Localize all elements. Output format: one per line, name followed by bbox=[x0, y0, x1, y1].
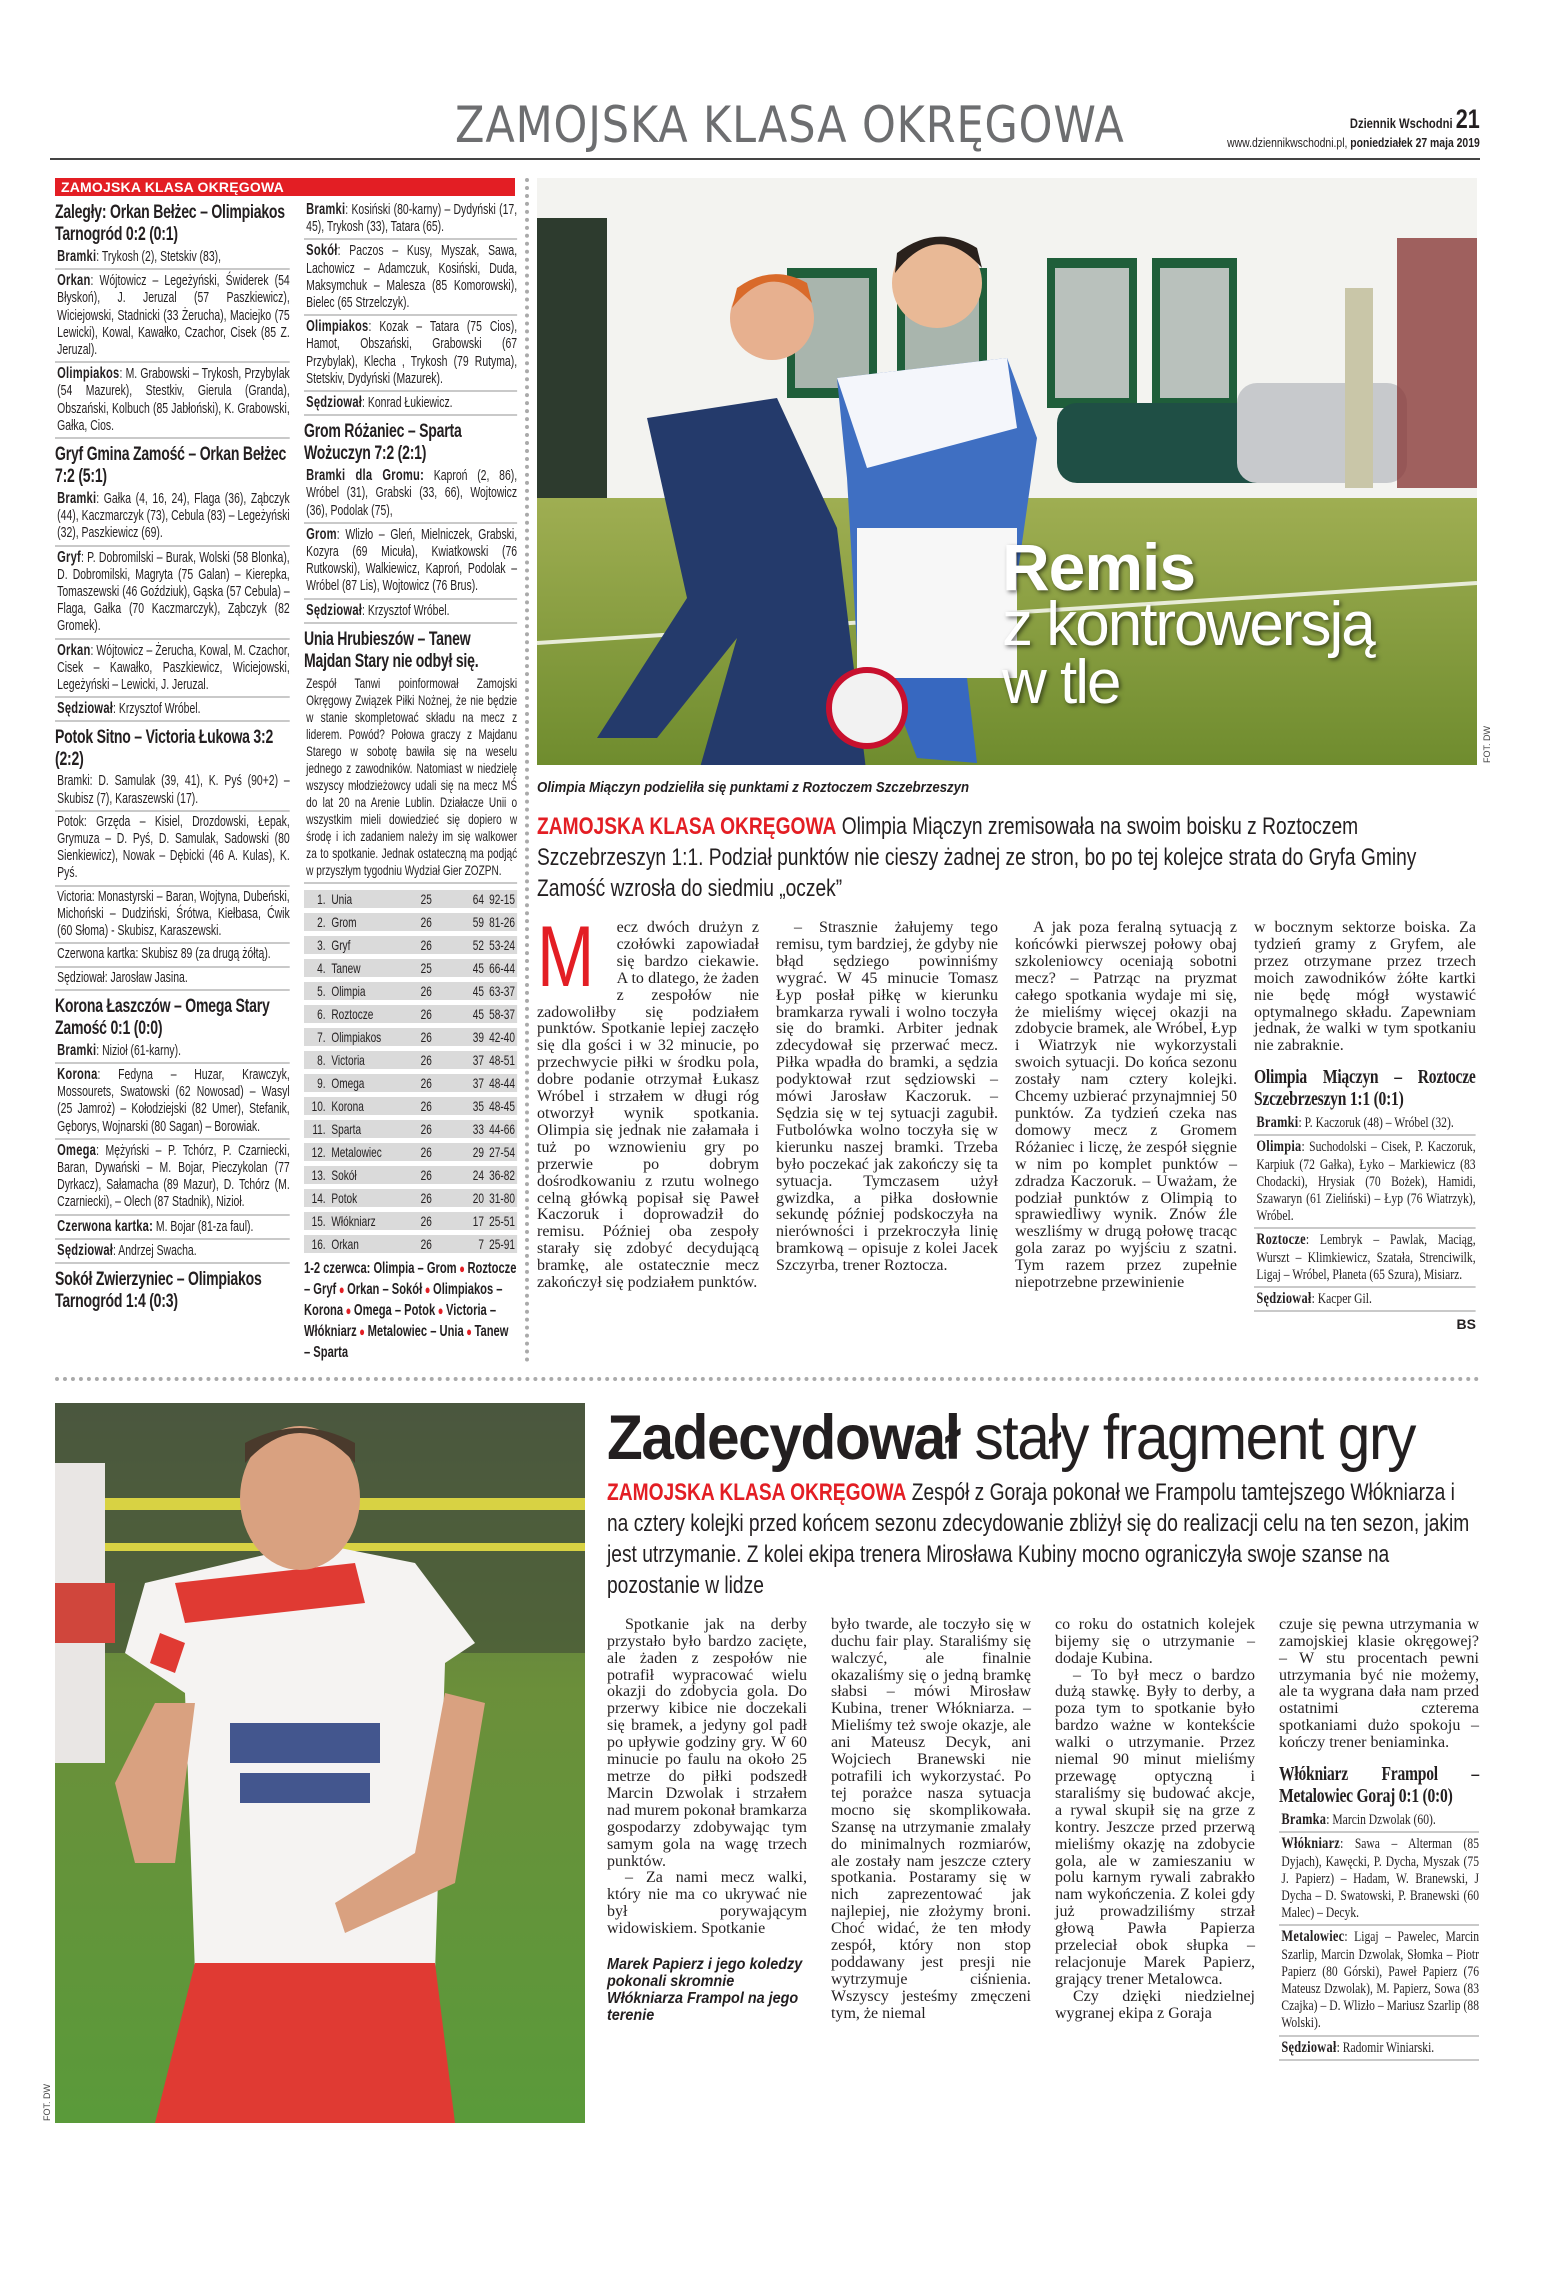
article-column-2 bbox=[831, 1617, 1031, 2065]
football-player-photo bbox=[55, 1403, 585, 2123]
entry-text: : Marcin Dzwolak (60). bbox=[1326, 1812, 1436, 1829]
table-games: 26 bbox=[420, 1051, 432, 1068]
paragraph: – Strasznie żałujemy tego remisu, tym bardziej, że gdyby nie błąd sędziego powinniśmy wygrać. W 45 minucie Tomasz Łyp posłał piłkę w kierunku bramkarza rywali i wolno toczyła się do bramki. Arbiter jednak zdecydował się przerwać mecz. Piłka wpadła do bramki, a sędzia podyktował rzut sędziowski – mówi Jarosław Kaczoruk. – Sędzia się w tej sytuacji zagubił. Futbolówka wolno toczyła się w kierunku naszej bramki. Trzeba było poczekać jak zakończy się ta sytuacja. Tymczasem użył gwizdka, a piłka dosłownie sekundę później podskoczyła na nierówności i przekroczyła linię bramkową – opisuje z kolei Jacek Szczyrba, trener Roztocza. bbox=[776, 919, 998, 1275]
table-row bbox=[304, 1005, 517, 1023]
page-number: 21 bbox=[1455, 104, 1480, 134]
table-row bbox=[304, 1028, 517, 1046]
table-goals: 25-51 bbox=[489, 1212, 515, 1229]
table-games: 26 bbox=[420, 1143, 432, 1160]
masthead: Dziennik Wschodni 21 www.dziennikwschodni.pl, poniedziałek 27 maja 2019 bbox=[1227, 104, 1480, 150]
entry-label: Sokół bbox=[306, 242, 338, 260]
table-goals: 53-24 bbox=[489, 936, 515, 953]
article-divider bbox=[55, 1377, 1480, 1381]
entry-label: Metalowiec bbox=[1281, 1928, 1345, 1946]
table-goals: 63-37 bbox=[489, 982, 515, 999]
table-games: 26 bbox=[420, 1028, 432, 1045]
player-photo-metalowiec bbox=[55, 1403, 585, 2123]
entry-label: Czerwona kartka: bbox=[57, 1217, 154, 1235]
table-position: 13. bbox=[311, 1166, 326, 1183]
paragraph: w bocznym sektorze boiska. Za tydzień gramy z Gryfem, ale przez otrzymane przez trzech moich zawodników żółte kartki nie będę mógł wystawić optymalnego składu. Zapewniam jednak, że walki w tym spotkaniu nie zabraknie. bbox=[1254, 919, 1476, 1055]
table-goals: 66-44 bbox=[489, 959, 515, 976]
lineup-entry bbox=[304, 526, 517, 600]
entry-label: Bramka bbox=[1281, 1811, 1327, 1829]
lineup-entry bbox=[55, 889, 290, 945]
entry-text: : P. Dobromilski – Burak, Wolski (58 Blonka), D. Dobromilski, Magryta (75 Galan) – Kierepka, Tomaszewski (46 Goździuk), Gąska (57 Cebula) – Flaga, Gałka (70 Kaczmarczyk), Ząbczyk (82 Gromek). bbox=[57, 549, 290, 635]
entry-text: : Krzysztof Wróbel. bbox=[113, 701, 201, 718]
lineup-entry bbox=[304, 318, 517, 392]
lineup-entry bbox=[55, 642, 290, 699]
entry-text: Bramki: D. Samulak (39, 41), K. Pyś (90+2) – Skubisz (7), Karaszewski (17). bbox=[57, 773, 290, 807]
paragraph: – Za nami mecz walki, który nie ma co ukrywać nie był porywającym widowiskiem. Spotkanie bbox=[607, 1869, 807, 1938]
entry-text: : Krzysztof Wróbel. bbox=[362, 602, 450, 619]
entry-text: : Konrad Łukiewicz. bbox=[362, 395, 453, 412]
lead-text: Zespół z Goraja pokonał we Frampolu tamtejszego Włókniarza i na cztery kolejki przed końcem sezonu zdecydowanie zbliżył się do realizacji celu na ten sezon, jakim jest utrzymanie. Z kolei ekipa trenera Mirosława Kubiny mocno ograniczyła swoje szanse na pozostanie w lidze bbox=[607, 1478, 1470, 1599]
table-position: 8. bbox=[317, 1051, 326, 1068]
table-team: Sokół bbox=[331, 1166, 357, 1183]
entry-text: Victoria: Monastyrski – Baran, Wojtyna, Dubeński, Michoński – Dudziński, Śrótwa, Kiełbasa, Ćwik (60 Słoma) - Skubisz, Karaszewski. bbox=[57, 888, 290, 940]
entry-text: : Kacper Gil. bbox=[1311, 1291, 1372, 1308]
table-points: 37 bbox=[472, 1074, 484, 1091]
entry-text: : Wlizło – Gleń, Mielniczek, Grabski, Kozyra (69 Micuła), Kwiatkowski (76 Rutkowski), Walkiewicz, Kaproń, Podolak – Wróbel (87 Lis), Wojtowicz (76 Brus). bbox=[306, 526, 518, 595]
match-report bbox=[55, 201, 290, 439]
table-games: 26 bbox=[420, 1189, 432, 1206]
entry-label: Olimpiakos bbox=[306, 318, 369, 336]
bullet-icon: ● bbox=[356, 1323, 368, 1339]
table-team: Gryf bbox=[331, 936, 351, 953]
results-column-2-content bbox=[304, 201, 517, 1363]
lineup-entry bbox=[304, 394, 517, 416]
table-row bbox=[304, 1097, 517, 1115]
entry-label: Sędziował bbox=[1281, 2038, 1337, 2056]
table-position: 7. bbox=[317, 1028, 326, 1045]
match-title: Korona Łaszczów – Omega Stary Zamość 0:1 (0:0) bbox=[55, 994, 270, 1039]
lineup-entry bbox=[55, 272, 290, 363]
table-position: 10. bbox=[311, 1097, 326, 1114]
website-link[interactable]: www.dziennikwschodni.pl bbox=[1227, 135, 1345, 150]
lineup-entry bbox=[1279, 1928, 1479, 2036]
section-kicker: ZAMOJSKA KLASA OKRĘGOWA bbox=[607, 1478, 907, 1506]
fixture: Olimpia – Grom bbox=[373, 1259, 457, 1277]
entry-text: : Kosiński (80-karny) – Dydyński (17, 45), Trykosh (33), Tatara (65). bbox=[306, 202, 518, 236]
article-body bbox=[537, 909, 1480, 1333]
table-position: 12. bbox=[311, 1143, 326, 1160]
bullet-icon: ● bbox=[336, 1281, 348, 1297]
article-olimpia-roztocze bbox=[525, 178, 1492, 1363]
article-headline bbox=[607, 1403, 1419, 1473]
table-goals: 25-91 bbox=[489, 1235, 515, 1252]
table-team: Grom bbox=[331, 913, 357, 930]
table-goals: 48-51 bbox=[489, 1051, 515, 1068]
entry-text: : Mężyński – P. Tchórz, P. Czarniecki, Baran, Dywański – M. Bojar, Pieczykolan (77 Dyrkacz), Sałamacha (89 Mazur), D. Tchórz (M. Czarniecki), – Olech (87 Stadnik), Nizioł. bbox=[57, 1142, 290, 1211]
entry-label: Bramki bbox=[306, 201, 346, 218]
entry-label: Sędziował bbox=[57, 1241, 114, 1259]
table-games: 26 bbox=[420, 1166, 432, 1183]
table-games: 25 bbox=[420, 890, 432, 907]
lineup-entry bbox=[304, 467, 517, 524]
table-games: 26 bbox=[420, 1212, 432, 1229]
lineup-entry bbox=[55, 248, 290, 270]
table-row bbox=[304, 1120, 517, 1138]
entry-label: Sędziował bbox=[306, 601, 363, 619]
lead-text: Olimpia Miączyn zremisowała na swoim boisku z Roztoczem Szczebrzeszyn 1:1. Podział punktów nie cieszy żadnej ze stron, bo po tej kolejce strata do Gryfa Gminy Zamość wzrosła do siedmiu „oczek” bbox=[537, 813, 1417, 902]
table-games: 26 bbox=[420, 1235, 432, 1252]
photo-caption: Marek Papierz i jego koledzy pokonali skromnie Włókniarza Frampol na jego terenie bbox=[607, 1956, 803, 2025]
fixtures-label: 1-2 czerwca: bbox=[304, 1259, 371, 1277]
table-points: 59 bbox=[472, 913, 484, 930]
lineup-entry bbox=[55, 700, 290, 722]
league-table bbox=[304, 890, 517, 1253]
lineup-entry bbox=[55, 365, 290, 439]
table-goals: 42-40 bbox=[489, 1028, 515, 1045]
table-points: 45 bbox=[472, 959, 484, 976]
table-team: Olimpia bbox=[331, 982, 366, 999]
match-title: Olimpia Miączyn – Roztocze Szczebrzeszyn 1:1 (0:1) bbox=[1254, 1067, 1476, 1111]
table-row bbox=[304, 982, 517, 1000]
fixture: Tanew – Sparta bbox=[304, 1322, 509, 1361]
paper-name: Dziennik Wschodni bbox=[1350, 115, 1453, 131]
table-row bbox=[304, 890, 517, 908]
table-points: 7 bbox=[478, 1235, 484, 1252]
table-points: 20 bbox=[472, 1189, 484, 1206]
match-report bbox=[55, 1268, 290, 1312]
headline-line-1: Remis bbox=[1002, 530, 1196, 604]
table-points: 45 bbox=[472, 1005, 484, 1022]
lineup-entry bbox=[55, 773, 290, 811]
table-position: 9. bbox=[317, 1074, 326, 1091]
match-report bbox=[1279, 1764, 1479, 2061]
paragraph: Czy dzięki niedzielnej wygranej ekipa z Goraja bbox=[1055, 1987, 1255, 2022]
lineup-entry bbox=[1279, 2039, 1479, 2061]
table-games: 26 bbox=[420, 936, 432, 953]
table-position: 1. bbox=[317, 890, 326, 907]
table-points: 33 bbox=[472, 1120, 484, 1137]
entry-label: Orkan bbox=[57, 272, 91, 290]
table-points: 35 bbox=[472, 1097, 484, 1114]
table-goals: 31-80 bbox=[489, 1189, 515, 1206]
fixture: Metalowiec – Unia bbox=[367, 1322, 464, 1340]
lineup-entry bbox=[1254, 1114, 1476, 1136]
table-team: Sparta bbox=[331, 1120, 362, 1137]
paragraph: czuje się pewna utrzymania w zamojskiej klasie okręgowej? – W stu procentach pewni utrzymania być nie możemy, ale ta wygrana dała nam przed ostatnimi czterema spotkaniami dużo spokoju – kończy trener beniaminka. bbox=[1279, 1615, 1479, 1752]
headline-bold: Zadecydował bbox=[607, 1402, 960, 1473]
entry-text: : Fedyna – Huzar, Krawczyk, Mossourets, Swatowski (62 Nowosad) – Wasyl (25 Jamroż) – Kołodziejski (82 Umer), Stefanik, Gęborys, Wojnarski (80 Sagan) – Borowiak. bbox=[57, 1066, 290, 1135]
table-position: 6. bbox=[317, 1005, 326, 1022]
paragraph: Spotkanie jak na derby przystało było bardzo zacięte, ale żaden z zespołów nie potrafił wypracować wielu okazji do zdobycia gola. Do przerwy kibice nie doczekali się bramek, a jedyny gol padł po upływie godziny gry. W 60 minucie po faulu na około 25 metrze do piłki podszedł Marcin Dzwolak i strzałem nad murem pokonał bramkarza gospodarzy zdobywając tym samym gola na wagę trzech punktów. bbox=[607, 1615, 807, 1870]
paragraph: A jak poza feralną sytuacją z końcówki pierwszej połowy obaj szkoleniowcy oceniają sobotni mecz? – Patrząc na pryzmat całego spotkania wydaje mi się, że mieliśmy więcej okazji na zdobycie bramek, ale Wróbel, Łyp i Wiatrzyk nie wykorzystali swoich sytuacji. Do końca sezonu zostały nam cztery kolejki. Chcemy uzbierać przynajmniej 50 punktów. Za tydzień czeka nas domowy mecz z Gromem Różaniec i liczę, że zespół sięgnie w nim po komplet punktów – zdradza Kaczoruk. – Uważam, że podział punktów z Olimpią to sprawiedliwy wynik. Znów źle weszliśmy w drugą połowę tracąc gola zaraz po wyjściu z szatni. Tym razem przez zupełnie niepotrzebne przewinienie bbox=[1015, 919, 1237, 1292]
match-report bbox=[55, 726, 290, 990]
table-goals: 92-15 bbox=[489, 890, 515, 907]
match-report bbox=[55, 995, 290, 1264]
table-row bbox=[304, 1051, 517, 1069]
table-team: Potok bbox=[331, 1189, 358, 1206]
table-position: 4. bbox=[317, 959, 326, 976]
entry-label: Omega bbox=[57, 1141, 97, 1159]
table-team: Włókniarz bbox=[331, 1212, 376, 1229]
table-points: 29 bbox=[472, 1143, 484, 1160]
table-team: Tanew bbox=[331, 959, 361, 976]
match-title: Unia Hrubieszów – Tanew Majdan Stary nie odbył się. bbox=[304, 627, 479, 672]
table-games: 26 bbox=[420, 913, 432, 930]
entry-text: Sędziował: Jarosław Jasina. bbox=[57, 969, 188, 986]
paragraph: co roku do ostatnich kolejek bijemy się o utrzymanie – dodaje Kubina. bbox=[1055, 1615, 1255, 1667]
table-team: Unia bbox=[331, 890, 353, 907]
fixture: Omega – Potok bbox=[353, 1301, 436, 1319]
lineup-entry bbox=[1279, 1811, 1479, 1833]
match-title: Zaległy: Orkan Bełżec – Olimpiakos Tarnogród 0:2 (0:1) bbox=[55, 201, 285, 245]
table-goals: 81-26 bbox=[489, 913, 515, 930]
table-position: 3. bbox=[317, 936, 326, 953]
lineup-entry bbox=[1254, 1231, 1476, 1288]
photo-credit: FOT. DW bbox=[42, 2083, 52, 2121]
results-column-1-content bbox=[55, 201, 290, 1312]
table-points: 45 bbox=[472, 982, 484, 999]
entry-label: Olimpiakos bbox=[57, 365, 120, 383]
table-games: 26 bbox=[420, 1120, 432, 1137]
page-content bbox=[42, 178, 1492, 2123]
entry-label: Włókniarz bbox=[1281, 1835, 1341, 1853]
results-sidebar bbox=[55, 178, 517, 1363]
entry-label: Olimpia bbox=[1256, 1138, 1302, 1156]
match-report bbox=[304, 201, 517, 416]
next-fixtures bbox=[304, 1258, 517, 1363]
entry-label: Grom bbox=[306, 525, 337, 543]
results-column-1 bbox=[55, 201, 295, 1363]
table-games: 26 bbox=[420, 1097, 432, 1114]
table-position: 15. bbox=[311, 1212, 326, 1229]
lineup-entry bbox=[55, 1042, 290, 1064]
headline-line-2: z kontrowersją bbox=[1002, 590, 1374, 659]
table-games: 26 bbox=[420, 982, 432, 999]
table-team: Roztocze bbox=[331, 1005, 374, 1022]
issue-date: poniedziałek 27 maja 2019 bbox=[1350, 135, 1480, 150]
table-games: 26 bbox=[420, 1005, 432, 1022]
article-2-text bbox=[607, 1403, 1480, 2123]
photo-credit: FOT. DW bbox=[1482, 726, 1492, 763]
lineup-entry bbox=[55, 1242, 290, 1264]
header-rule bbox=[50, 158, 1480, 160]
table-row bbox=[304, 1166, 517, 1184]
match-photo-olimpia-roztocze bbox=[537, 178, 1477, 765]
table-position: 14. bbox=[311, 1189, 326, 1206]
article-body bbox=[607, 1617, 1480, 2065]
article-wlokniarz-metalowiec bbox=[42, 1402, 1480, 2123]
bullet-icon: ● bbox=[343, 1302, 354, 1318]
entry-text: : Sawa – Alterman (85 Dyjach), Kawęcki, P. Dycha, Myszak (75 J. Papierz) – Hadam, W. Branewski, J Dycha – D. Swatowski, P. Branewski (60 Malec) – Decyk. bbox=[1281, 1836, 1479, 1922]
entry-text: : Ligaj – Pawelec, Marcin Szarlip, Marcin Dzwolak, Słomka – Piotr Papierz (80 Górski), Paweł Papierz (76 Mateusz Dzwolak), M. Papierz, Sowa (83 Czajka) – D. Wlizło – Mariusz Szarlip (88 Wolski). bbox=[1281, 1929, 1479, 2032]
match-report bbox=[304, 420, 517, 624]
bullet-icon: ● bbox=[435, 1302, 447, 1318]
entry-text: Czerwona kartka: Skubisz 89 (za drugą żółtą). bbox=[57, 946, 271, 963]
results-columns bbox=[55, 201, 517, 1363]
table-row bbox=[304, 1143, 517, 1161]
entry-text: : Lembryk – Pawlak, Maciąg, Wurszt – Klimkiewicz, Szatała, Strenciwilk, Ligaj – Wróbel, Płaneta (65 Szura), Misiarz. bbox=[1256, 1232, 1476, 1283]
lineup-entry bbox=[304, 602, 517, 624]
entry-label: Roztocze bbox=[1256, 1231, 1306, 1249]
table-points: 39 bbox=[472, 1028, 484, 1045]
lineup-entry bbox=[55, 1142, 290, 1216]
entry-text: : Radomir Winiarski. bbox=[1336, 2039, 1435, 2056]
match-title: Grom Różaniec – Sparta Wożuczyn 7:2 (2:1) bbox=[304, 420, 462, 465]
table-row bbox=[304, 936, 517, 954]
lineup-entry bbox=[55, 970, 290, 991]
entry-text: : Trykosh (2), Stetskiv (83), bbox=[96, 249, 222, 265]
table-position: 16. bbox=[311, 1235, 326, 1252]
match-title: Sokół Zwierzyniec – Olimpiakos Tarnogród 1:4 (0:3) bbox=[55, 1267, 262, 1312]
match-title: Gryf Gmina Zamość – Orkan Bełżec 7:2 (5:1) bbox=[55, 443, 287, 488]
table-row bbox=[304, 1189, 517, 1207]
match-note: Zespół Tanwi poinformował Zamojski Okręgowy Związek Piłki Nożnej, że nie będzie w stanie skompletować składu na mecz z liderem. Powód? Połowa graczy z Majdanu Starego w sobotę bawiła się na weselu jednego z zawodników. Natomiast w niedzielę wszyscy młodzieżowcy udali się na mecz MŚ do lat 20 na Arenie Lublin. Działacze Unii o wszystkim mieli dowiedzieć się dopiero w środę i ich zadaniem należy im się walkower za to spotkanie. Jednak ostateczną ma podjąć w przyszłym tygodniu Wydział Gier ZOZPN. bbox=[304, 675, 517, 884]
lineup-entry bbox=[55, 1218, 290, 1240]
table-goals: 58-37 bbox=[489, 1005, 515, 1022]
bullet-icon: ● bbox=[422, 1281, 434, 1297]
entry-text: Potok: Grzęda – Kisiel, Drozdowski, Łepak, Grymuza – D. Pyś, D. Samulak, Sadowski (80 Sienkiewicz), Nowak – Dębicki (46 A. Kulas), K. Pyś. bbox=[57, 813, 290, 882]
table-points: 24 bbox=[472, 1166, 484, 1183]
article-column-1 bbox=[607, 1617, 807, 2065]
entry-text: : Wójtowicz – Żerucha, Kowal, M. Czachor, Cisek – Kawałko, Paszkiewicz, Wiciejowski, Legeżyński – Lewicki, J. Jeruzal. bbox=[57, 642, 290, 694]
fixture: Olimpiakos – Korona bbox=[304, 1280, 503, 1319]
table-team: Victoria bbox=[331, 1051, 365, 1068]
table-goals: 36-82 bbox=[489, 1166, 515, 1183]
lineup-entry bbox=[55, 549, 290, 640]
headline-rest: stały fragment gry bbox=[959, 1402, 1416, 1473]
table-games: 25 bbox=[420, 959, 432, 976]
entry-label: Bramki bbox=[1256, 1114, 1299, 1132]
article-column-3 bbox=[1015, 920, 1237, 1333]
table-team: Omega bbox=[331, 1074, 365, 1091]
table-position: 11. bbox=[312, 1120, 326, 1137]
paragraph: było twarde, ale toczyło się w duchu fair play. Staraliśmy się walczyć, ale finalnie okazaliśmy się o jedną bramkę słabsi – mówi Mirosław Kubina, trener Włókniarza. – Mieliśmy też swoje okazje, ale ani Mateusz Decyk, ani Wojciech Branewski nie potrafili ich wykorzystać. Po tej porażce nasza sytuacja mocno się skomplikowała. Szansę na utrzymanie zmalały do minimalnych rozmiarów, ale zostały nam jeszcze cztery spotkania. Postaramy się w nich zaprezentować jak najlepiej, nie złożymy broni. Choć widać, że ten młody zespół, który non stop poddawany jest presji nie wytrzymuje ciśnienia. Wszyscy jesteśmy zmęczeni tym, że niemal bbox=[831, 1615, 1031, 2022]
article-column-3 bbox=[1055, 1617, 1255, 2065]
entry-text: : Andrzej Swacha. bbox=[113, 1242, 197, 1259]
entry-label: Bramki dla Gromu: bbox=[306, 467, 425, 485]
match-report bbox=[1254, 1067, 1476, 1312]
table-points: 37 bbox=[472, 1051, 484, 1068]
bullet-icon: ● bbox=[463, 1323, 475, 1339]
entry-label: Bramki bbox=[57, 490, 97, 508]
lineup-entry bbox=[55, 946, 290, 967]
table-points: 64 bbox=[472, 890, 484, 907]
lineup-entry bbox=[1254, 1290, 1476, 1312]
fixture: Orkan – Sokół bbox=[347, 1280, 423, 1298]
entry-text: : Paczos – Kusy, Myszak, Sawa, Lachowicz – Adamczuk, Kosiński, Duda, Maksymchuk – Malesza (85 Komorowski), Bielec (65 Strzelczyk). bbox=[306, 243, 518, 312]
lineup-entry bbox=[55, 814, 290, 887]
entry-text: : Gałka (4, 16, 24), Flaga (36), Ząbczyk (44), Kaczmarczyk (73), Cebula (83) – Legeżyński (32), Paszkiewicz (69). bbox=[57, 491, 290, 542]
author-signature: BS bbox=[1456, 1316, 1476, 1333]
table-team: Orkan bbox=[331, 1235, 359, 1252]
match-report bbox=[304, 628, 517, 884]
table-row bbox=[304, 1235, 517, 1253]
table-team: Korona bbox=[331, 1097, 364, 1114]
headline-line-3: w tle bbox=[1002, 648, 1120, 717]
photo-headline bbox=[1002, 530, 1374, 717]
match-title: Włókniarz Frampol – Metalowiec Goraj 0:1 (0:0) bbox=[1279, 1764, 1479, 1808]
table-team: Metalowiec bbox=[331, 1143, 382, 1160]
section-kicker: ZAMOJSKA KLASA OKRĘGOWA bbox=[537, 813, 837, 840]
results-column-2 bbox=[304, 201, 517, 1363]
article-column-4 bbox=[1279, 1617, 1479, 2065]
lineup-entry bbox=[304, 242, 517, 316]
entry-text: : Nizioł (61-karny). bbox=[96, 1042, 181, 1059]
match-report bbox=[55, 443, 290, 722]
entry-text: : Kozak – Tatara (75 Cios), Hamot, Obszański, Grabowski (67 Przybylak), Klecha , Trykosh (79 Rutyma), Stetskiv, Dydyński (Mazurek). bbox=[306, 319, 518, 387]
table-position: 5. bbox=[317, 982, 326, 999]
article-lead bbox=[537, 811, 1477, 904]
entry-label: Bramki bbox=[57, 1041, 97, 1059]
match-result-box bbox=[1279, 1764, 1479, 2061]
entry-text: M. Bojar (81-za faul). bbox=[153, 1218, 254, 1235]
fixture: Victoria – Włókniarz bbox=[304, 1301, 497, 1340]
table-goals: 27-54 bbox=[489, 1143, 515, 1160]
entry-label: Sędziował bbox=[1256, 1290, 1312, 1308]
lineup-entry bbox=[1279, 1835, 1479, 1926]
entry-label: Sędziował bbox=[306, 394, 363, 412]
article-column-4 bbox=[1254, 920, 1476, 1333]
entry-label: Orkan bbox=[57, 641, 91, 659]
lineup-entry bbox=[55, 490, 290, 547]
table-row bbox=[304, 1074, 517, 1092]
entry-text: : M. Grabowski – Trykosh, Przybylak (54 Mazurek), Stestkiv, Gierula (Granda), Obszański, Kolbuch (85 Jabłoński), K. Grabowski, Gałka, Cios. bbox=[57, 366, 290, 434]
entry-label: Gryf bbox=[57, 548, 81, 566]
table-row bbox=[304, 959, 517, 977]
entry-label: Sędziował bbox=[57, 700, 114, 718]
bullet-icon: ● bbox=[456, 1260, 468, 1276]
table-goals: 48-45 bbox=[489, 1097, 515, 1114]
paragraph: ecz dwóch drużyn z czołówki zapowiadał się bardzo ciekawie. A to dlatego, że żaden z zespołów nie zadowoliłby się podziałem punktów. Spotkanie lepiej zaczęło się dla gości i w 32 minucie, po przechwycie piłki w środku pola, dobre podanie otrzymał Łukasz Wróbel i strzałem w długi róg otworzył wynik spotkania. Olimpia się jednak nie załamała i tuż po wznowieniu gry po przerwie po dobrym dośrodkowaniu z rzutu wolnego celną główką popisał się Paweł Kaczoruk i doprowadził do remisu. Później oba zespoły starały się zdobyć decydującą bramkę, ale ostatecznie mecz zakończył się podziałem punktów. bbox=[537, 919, 759, 1292]
article-column-2 bbox=[776, 920, 998, 1333]
table-row bbox=[304, 913, 517, 931]
table-position: 2. bbox=[317, 913, 326, 930]
entry-text: : Wójtowicz – Legeżyński, Świderek (54 Błyskoń), J. Jeruzal (57 Paszkiewicz), Wiciejowski, Stadnicki (33 Żerucha), Maciejko (75 Lewicki), Kowal, Kawałko, Czachor, Cisek (85 Z. Jeruzal). bbox=[57, 273, 290, 359]
table-goals: 48-44 bbox=[489, 1074, 515, 1091]
table-row bbox=[304, 1212, 517, 1230]
photo-caption: Olimpia Miączyn podzieliła się punktami z Roztoczem Szczebrzeszyn bbox=[537, 779, 970, 796]
entry-text: : P. Kaczoruk (48) – Wróbel (32). bbox=[1298, 1115, 1454, 1132]
fixture: Roztocze – Gryf bbox=[304, 1259, 517, 1298]
entry-label: Bramki bbox=[57, 248, 97, 265]
entry-label: Korona bbox=[57, 1065, 98, 1083]
article-lead bbox=[607, 1477, 1479, 1601]
table-points: 52 bbox=[472, 936, 484, 953]
match-title: Potok Sitno – Victoria Łukowa 3:2 (2:2) bbox=[55, 726, 274, 771]
table-points: 17 bbox=[472, 1212, 484, 1229]
lineup-entry bbox=[304, 201, 517, 240]
table-goals: 44-66 bbox=[489, 1120, 515, 1137]
table-team: Olimpiakos bbox=[331, 1028, 382, 1045]
section-title: ZAMOJSKA KLASA OKRĘGOWA bbox=[455, 96, 1125, 154]
table-games: 26 bbox=[420, 1074, 432, 1091]
match-result-box bbox=[1254, 1067, 1476, 1312]
drop-cap: M bbox=[537, 909, 595, 1005]
article-column-1 bbox=[537, 909, 759, 1333]
paragraph: – To był mecz o bardzo dużą stawkę. Były to derby, a poza tym to spotkanie było bardzo ważne w kontekście walki o utrzymanie. Przez niemal 90 minut mieliśmy przewagę optyczną i staraliśmy się budować akcje, a rywal skupił się na grze z kontry. Jeszcze przed przerwą mieliśmy okazję na zdobycie gola, ale w zamieszaniu w polu karnym rywali zabrakło nam wykończenia. Z kolei gdy już prowadziliśmy strzał głową Pawła Papierza przeleciał obok słupka – relacjonuje Marek Papierz, grający trener Metalowca. bbox=[1055, 1666, 1255, 1988]
entry-text: : Suchodolski – Cisek, P. Kaczoruk, Karpiuk (72 Gałka), Łyko – Markiewicz (83 Chodacki), Hrysiak (70 Bożek), Hamidi, Szawaryn (61 Zieliński) – Łyp (76 Wiatrzyk), Wróbel. bbox=[1256, 1139, 1476, 1225]
section-banner: ZAMOJSKA KLASA OKRĘGOWA bbox=[55, 178, 515, 196]
entry-text: Kaproń (2, 86), Wróbel (31), Grabski (33, 66), Wojtowicz (36), Podolak (75), bbox=[306, 468, 518, 519]
lineup-entry bbox=[55, 1066, 290, 1140]
top-section bbox=[55, 178, 1492, 1363]
lineup-entry bbox=[1254, 1138, 1476, 1229]
